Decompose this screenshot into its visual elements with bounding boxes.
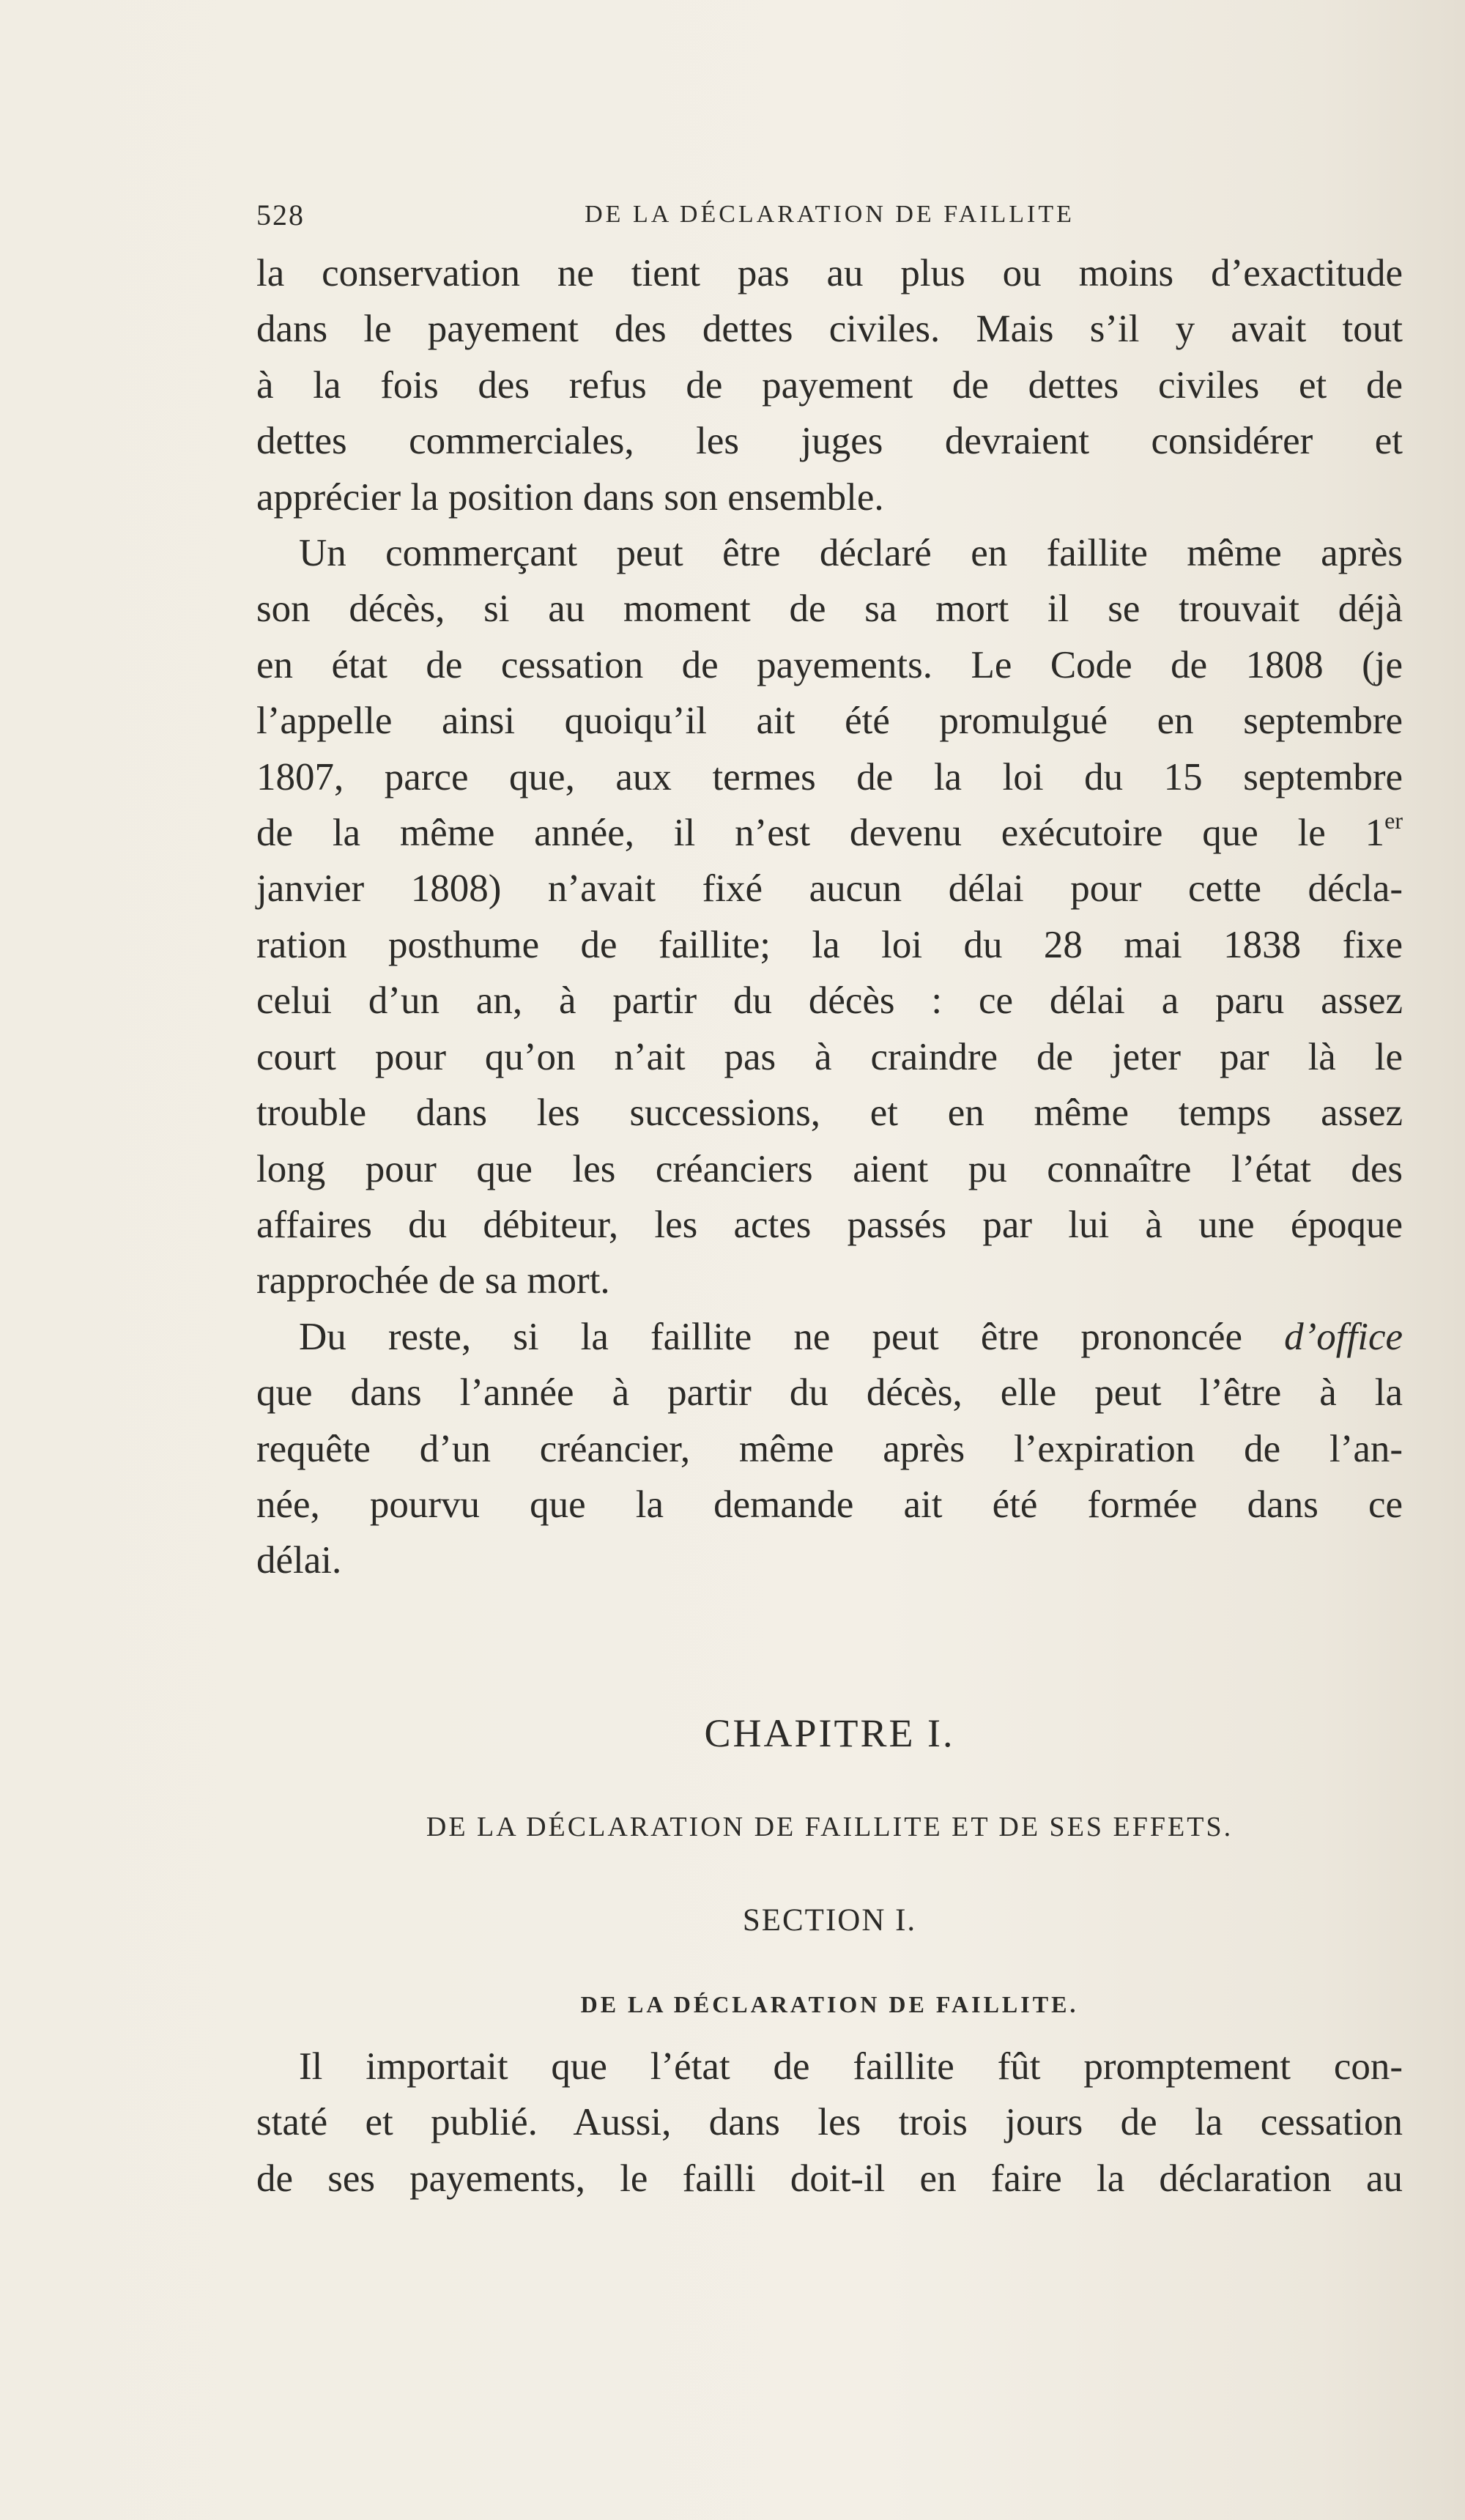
- text-line: trouble dans les successions, et en même temps assez: [256, 1092, 1403, 1135]
- text-line: l’appelle ainsi quoiqu’il ait été promulgué en septembre: [256, 700, 1403, 743]
- text-line: requête d’un créancier, même après l’expiration de l’an-: [256, 1427, 1403, 1470]
- paragraph: [256, 245, 1403, 525]
- page-number: 528: [256, 199, 305, 231]
- text-line: [256, 805, 1403, 861]
- text-line: Il importait que l’état de faillite fût promptement con-: [299, 2045, 1403, 2088]
- text-line: son décès, si au moment de sa mort il se trouvait déjà: [256, 588, 1403, 631]
- text-line: affaires du débiteur, les actes passés par lui à une époque: [256, 1203, 1403, 1246]
- text-line: Un commerçant peut être déclaré en faillite même après: [299, 532, 1403, 575]
- text-line: dans le payement des dettes civiles. Mais s’il y avait tout: [256, 308, 1403, 351]
- text-fragment: de la même année, il n’est devenu exécutoire que le 1: [256, 812, 1385, 855]
- text-line: celui d’un an, à partir du décès : ce délai a paru assez: [256, 979, 1403, 1023]
- text-line: janvier 1808) n’avait fixé aucun délai pour cette décla-: [256, 867, 1403, 911]
- text-line: rapprochée de sa mort.: [256, 1259, 610, 1302]
- body-text-continued: [256, 2039, 1403, 2206]
- italic-text: d’office: [1284, 1315, 1403, 1358]
- paragraph: [256, 525, 1403, 1309]
- text-line: dettes commerciales, les juges devraient considérer et: [256, 420, 1403, 463]
- text-line: court pour qu’on n’ait pas à craindre de jeter par là le: [256, 1035, 1403, 1078]
- section-subtitle: DE LA DÉCLARATION DE FAILLITE.: [580, 1991, 1079, 2017]
- text-line: née, pourvu que la demande ait été formée dans ce: [256, 1483, 1403, 1526]
- paragraph: [256, 1309, 1403, 1589]
- section-title: SECTION I.: [742, 1903, 917, 1938]
- superscript: er: [1384, 807, 1403, 834]
- text-line: délai.: [256, 1539, 342, 1582]
- chapter-subtitle: DE LA DÉCLARATION DE FAILLITE ET DE SES EFFETS.: [426, 1812, 1234, 1842]
- paragraph: [256, 2039, 1403, 2206]
- text-line: en état de cessation de payements. Le Code de 1808 (je: [256, 643, 1403, 686]
- text-line: ration posthume de faillite; la loi du 28 mai 1838 fixe: [256, 923, 1403, 966]
- text-line: staté et publié. Aussi, dans les trois jours de la cessation: [256, 2101, 1403, 2144]
- page-header: [256, 198, 1403, 242]
- text-line: long pour que les créanciers aient pu connaître l’état des: [256, 1147, 1403, 1190]
- text-line: de ses payements, le failli doit-il en faire la déclaration au: [256, 2157, 1403, 2200]
- running-head: DE LA DÉCLARATION DE FAILLITE: [585, 201, 1075, 228]
- text-line: [256, 1309, 1403, 1365]
- text-line: la conservation ne tient pas au plus ou moins d’exactitude: [256, 252, 1403, 294]
- text-fragment: Du reste, si la faillite ne peut être prononcée: [299, 1315, 1285, 1358]
- text-line: à la fois des refus de payement de dettes civiles et de: [256, 363, 1403, 407]
- chapter-title: CHAPITRE I.: [704, 1711, 955, 1755]
- text-line: apprécier la position dans son ensemble.: [256, 475, 884, 519]
- body-text: [256, 245, 1403, 1589]
- text-line: 1807, parce que, aux termes de la loi du 15 septembre: [256, 755, 1403, 798]
- text-line: que dans l’année à partir du décès, elle peut l’être à la: [256, 1371, 1403, 1415]
